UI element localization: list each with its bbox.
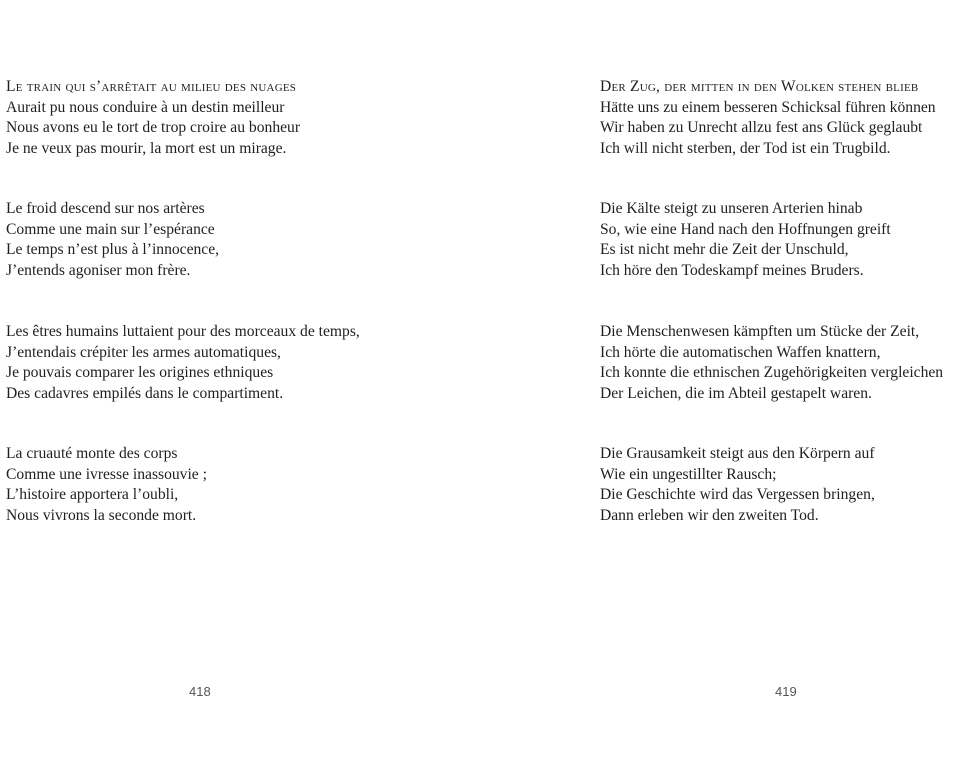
poem-line: Le train qui s’arrêtait au milieu des nuages	[6, 78, 297, 95]
poem-line: Die Kälte steigt zu unseren Arterien hinab	[600, 200, 863, 217]
stanza-4-french	[6, 444, 207, 526]
stanza-1-german	[600, 77, 936, 159]
poem-line: Nous avons eu le tort de trop croire au bonheur	[6, 119, 301, 136]
poem-line: Wie ein ungestillter Rausch;	[600, 465, 777, 483]
poem-line: Es ist nicht mehr die Zeit der Unschuld,	[600, 241, 849, 258]
poem-line: Der Zug, der mitten in den Wolken stehen blieb	[600, 78, 919, 95]
poem-line: Des cadavres empilés dans le compartiment.	[6, 384, 284, 402]
poem-line: Je pouvais comparer les origines ethniques	[6, 364, 274, 381]
poem-line: Ich konnte die ethnischen Zugehörigkeiten vergleichen	[600, 364, 944, 381]
poem-line: Je ne veux pas mourir, la mort est un mirage.	[6, 139, 287, 157]
poem-line: Wir haben zu Unrecht allzu fest ans Glück geglaubt	[600, 119, 923, 136]
poem-line: Aurait pu nous conduire à un destin meilleur	[6, 98, 285, 116]
stanza-2-french	[6, 199, 219, 281]
right-page	[560, 0, 976, 780]
poem-line: Hätte uns zu einem besseren Schicksal führen können	[600, 98, 936, 116]
poem-line: Ich höre den Todeskampf meines Bruders.	[600, 261, 864, 279]
poem-line: Der Leichen, die im Abteil gestapelt waren.	[600, 384, 872, 402]
poem-line: La cruauté monte des corps	[6, 445, 178, 462]
poem-line: J’entends agoniser mon frère.	[6, 261, 191, 279]
poem-line: So, wie eine Hand nach den Hoffnungen greift	[600, 220, 891, 238]
poem-line: Le temps n’est plus à l’innocence,	[6, 241, 220, 258]
poem-line: Die Menschenwesen kämpften um Stücke der Zeit,	[600, 323, 920, 340]
stanza-1-french	[6, 77, 300, 159]
page-number-right: 419	[775, 684, 797, 699]
poem-line: J’entendais crépiter les armes automatiques,	[6, 343, 281, 361]
poem-line: Le froid descend sur nos artères	[6, 200, 205, 217]
poem-line: Die Geschichte wird das Vergessen bringen,	[600, 486, 875, 503]
poem-line: L’histoire apportera l’oubli,	[6, 486, 179, 503]
page-number-left: 418	[189, 684, 211, 699]
stanza-2-german	[600, 199, 891, 281]
poem-line: Comme une ivresse inassouvie ;	[6, 465, 207, 483]
stanza-4-german	[600, 444, 875, 526]
poem-line: Dann erleben wir den zweiten Tod.	[600, 506, 819, 524]
poem-line: Nous vivrons la seconde mort.	[6, 506, 197, 524]
poem-line: Die Grausamkeit steigt aus den Körpern auf	[600, 445, 875, 462]
poem-line: Ich will nicht sterben, der Tod ist ein Trugbild.	[600, 139, 891, 157]
poem-line: Ich hörte die automatischen Waffen knattern,	[600, 343, 881, 361]
stanza-3-german	[600, 322, 943, 404]
poem-line: Comme une main sur l’espérance	[6, 220, 215, 238]
poem-line: Les êtres humains luttaient pour des morceaux de temps,	[6, 323, 360, 340]
stanza-3-french	[6, 322, 360, 404]
